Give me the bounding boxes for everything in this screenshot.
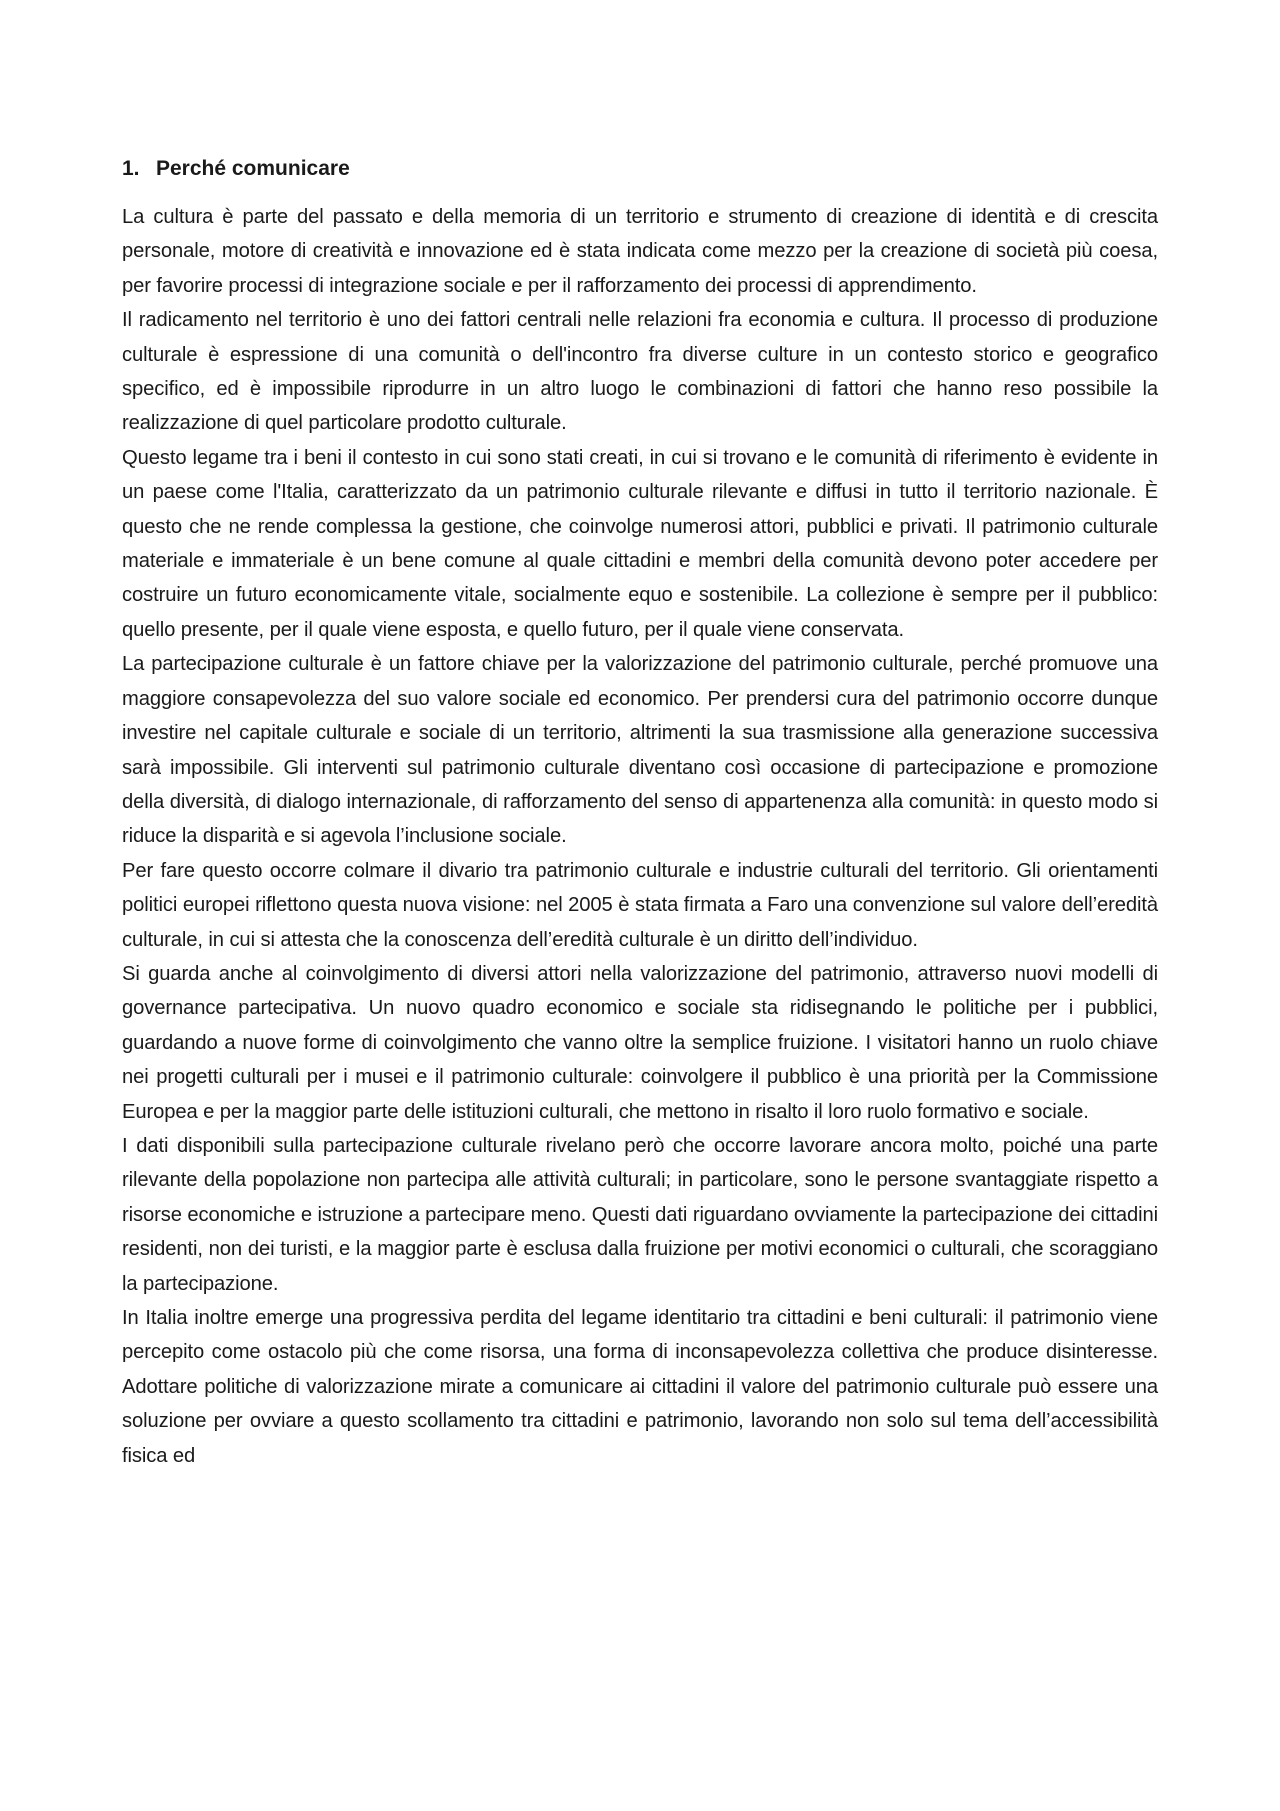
paragraph-6: Si guarda anche al coinvolgimento di diversi attori nella valorizzazione del patrimonio, attraverso nuovi modelli di governance partecipativa. Un nuovo quadro economico e sociale sta ridisegnando le politiche per i pubblici, guardando a nuove forme di coinvolgimento che vanno oltre la semplice fruizione. I visitatori hanno un ruolo chiave nei progetti culturali per i musei e il patrimonio culturale: coinvolgere il pubblico è una priorità per la Commissione Europea e per la maggior parte delle istituzioni culturali, che mettono in risalto il loro ruolo formativo e sociale. [122, 962, 1158, 1123]
section-number: 1. [122, 157, 140, 180]
document-body [122, 152, 1158, 1473]
paragraph-2: Il radicamento nel territorio è uno dei fattori centrali nelle relazioni fra economia e cultura. Il processo di produzione culturale è espressione di una comunità o dell'incontro fra diverse culture in un contesto storico e geografico specifico, ed è impossibile riprodurre in un altro luogo le combinazioni di fattori che hanno reso possibile la realizzazione di quel particolare prodotto culturale. [122, 309, 1158, 435]
section-heading [122, 152, 1158, 186]
paragraph-8: In Italia inoltre emerge una progressiva perdita del legame identitario tra cittadini e beni culturali: il patrimonio viene percepito come ostacolo più che come risorsa, una forma di inconsapevolezza collettiva che produce disinteresse. Adottare politiche di valorizzazione mirate a comunicare ai cittadini il valore del patrimonio culturale può essere una soluzione per ovviare a questo scollamento tra cittadini e patrimonio, lavorando non solo sul tema dell’accessibilità fisica ed [122, 1307, 1158, 1467]
section-title: Perché comunicare [156, 157, 350, 180]
paragraph-7: I dati disponibili sulla partecipazione culturale rivelano però che occorre lavorare ancora molto, poiché una parte rilevante della popolazione non partecipa alle attività culturali; in particolare, sono le persone svantaggiate rispetto a risorse economiche e istruzione a partecipare meno. Questi dati riguardano ovviamente la partecipazione dei cittadini residenti, non dei turisti, e la maggior parte è esclusa dalla fruizione per motivi economici o culturali, che scoraggiano la partecipazione. [122, 1134, 1158, 1295]
paragraph-3: Questo legame tra i beni il contesto in cui sono stati creati, in cui si trovano e le comunità di riferimento è evidente in un paese come l'Italia, caratterizzato da un patrimonio culturale rilevante e diffusi in tutto il territorio nazionale. È questo che ne rende complessa la gestione, che coinvolge numerosi attori, pubblici e privati. Il patrimonio culturale materiale e immateriale è un bene comune al quale cittadini e membri della comunità devono poter accedere per costruire un futuro economicamente vitale, socialmente equo e sostenibile. La collezione è sempre per il pubblico: quello presente, per il quale viene esposta, e quello futuro, per il quale viene conservata. [122, 446, 1158, 641]
paragraph-1: La cultura è parte del passato e della memoria di un territorio e strumento di creazione di identità e di crescita personale, motore di creatività e innovazione ed è stata indicata come mezzo per la creazione di società più coesa, per favorire processi di integrazione sociale e per il rafforzamento dei processi di apprendimento. [122, 206, 1158, 297]
paragraph-5: Per fare questo occorre colmare il divario tra patrimonio culturale e industrie culturali del territorio. Gli orientamenti politici europei riflettono questa nuova visione: nel 2005 è stata firmata a Faro una convenzione sul valore dell’eredità culturale, in cui si attesta che la conoscenza dell’eredità culturale è un diritto dell’individuo. [122, 859, 1158, 951]
paragraph-4: La partecipazione culturale è un fattore chiave per la valorizzazione del patrimonio culturale, perché promuove una maggiore consapevolezza del suo valore sociale ed economico. Per prendersi cura del patrimonio occorre dunque investire nel capitale culturale e sociale di un territorio, altrimenti la sua trasmissione alla generazione successiva sarà impossibile. Gli interventi sul patrimonio culturale diventano così occasione di partecipazione e promozione della diversità, di dialogo internazionale, di rafforzamento del senso di appartenenza alla comunità: in questo modo si riduce la disparità e si agevola l’inclusione sociale. [122, 653, 1158, 848]
